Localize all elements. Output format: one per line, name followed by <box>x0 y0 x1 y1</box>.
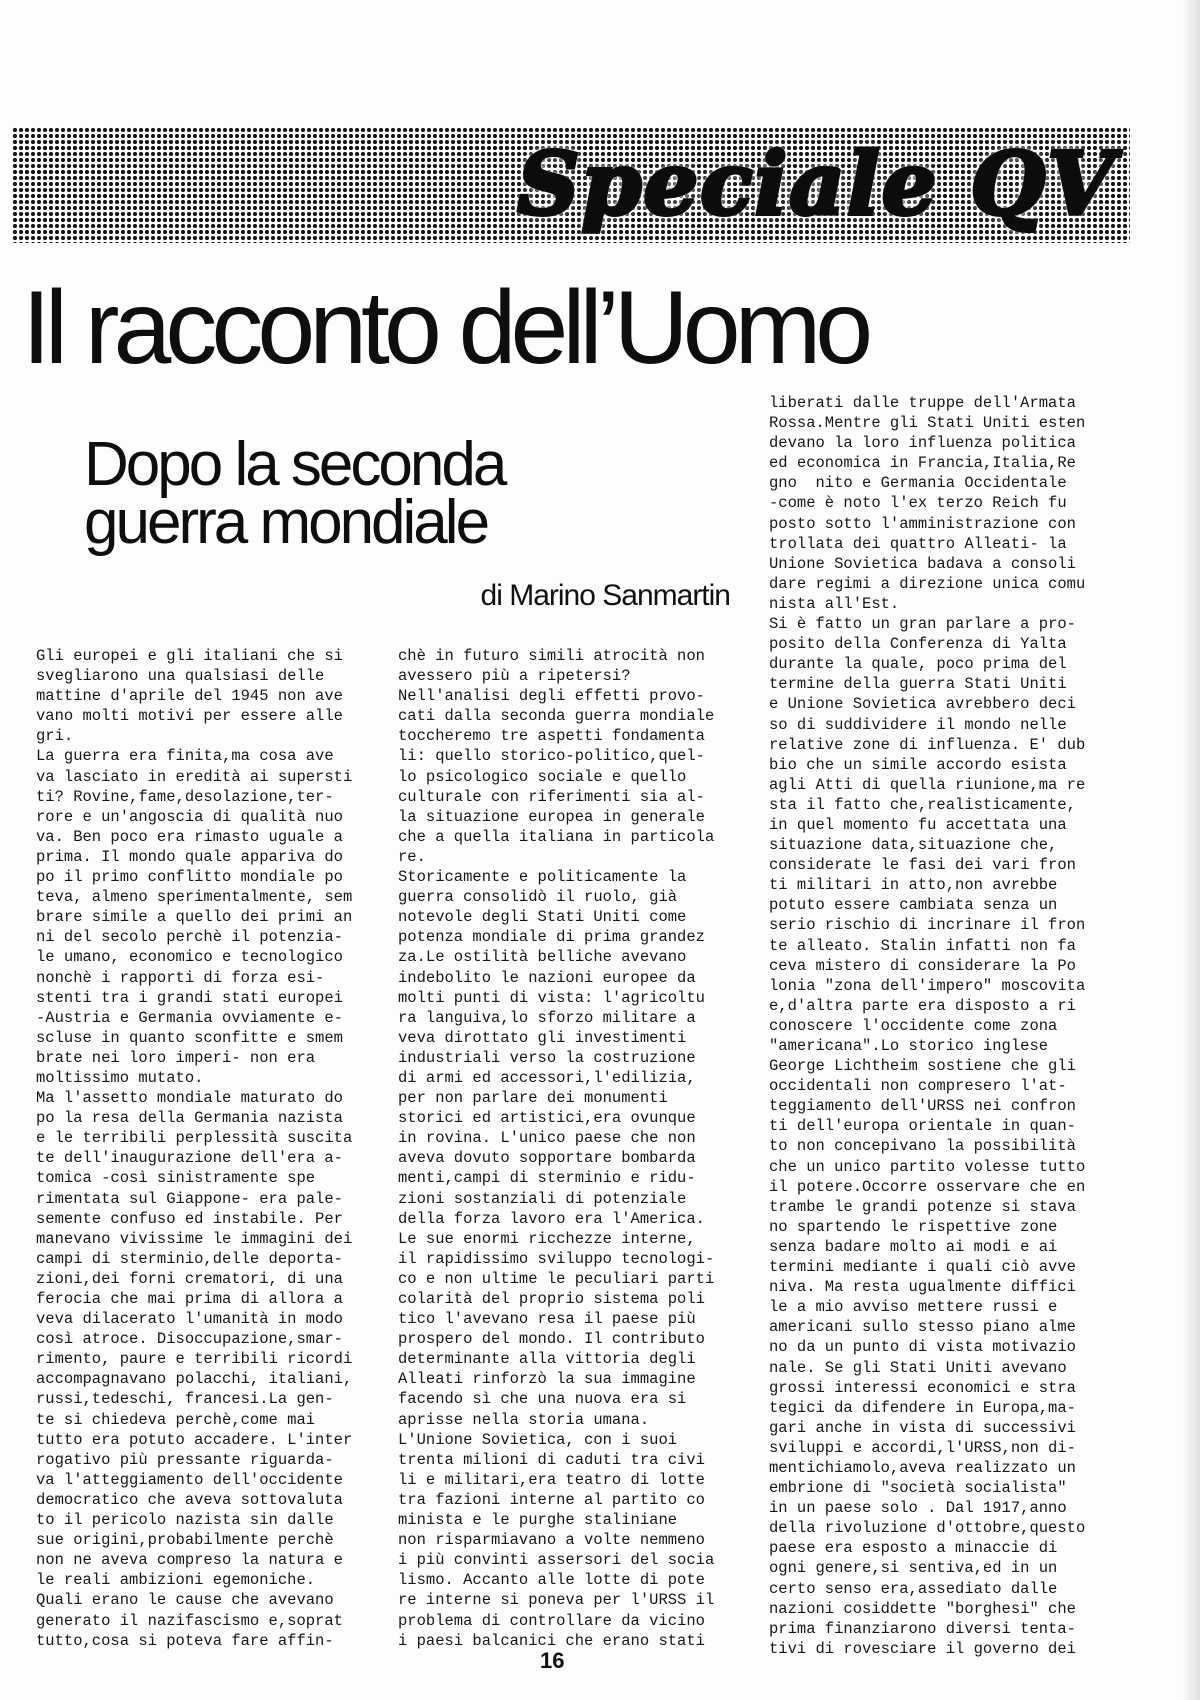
section-banner <box>12 127 1130 243</box>
article-title: Il racconto dell’Uomo <box>22 270 868 386</box>
page-number: 16 <box>540 1648 565 1673</box>
article-column-2: chè in futuro simili atrocità non avessero più a ripetersi? Nell'analisi degli effetti provo- cati dalla seconda guerra mondiale toccheremo tre aspetti fondamenta li: quello storico-politico,quel- lo psicologico sociale e quello culturale con riferimenti sia al- la situazione europea in generale che a quella italiana in particola re. Storicamente e politicamente la guerra consolidò il ruolo, già notevole degli Stati Uniti come potenza mondiale di prima grandez za.Le ostilità belliche avevano indebolito le nazioni europee da molti punti di vista: l'agricoltu ra languiva,lo sforzo militare a veva dirottato gli investimenti industriali verso la costruzione di armi ed accessori,l'edilizia, per non parlare dei monumenti storici ed artistici,era ovunque in rovina. L'unico paese che non aveva dovuto sopportare bombarda menti,campi di sterminio e ridu- zioni sostanziali di potenziale della forza lavoro era l'America. Le sue enormi ricchezze interne, il rapidissimo sviluppo tecnologi- co e non ultime le peculiari parti colarità del proprio sistema poli tico l'avevano resa il paese più prospero del mondo. Il contributo determinante alla vittoria degli Alleati rinforzò la sua immagine facendo sì che una nuova era si aprisse nella storia umana. L'Unione Sovietica, con i suoi trenta milioni di caduti tra civi li e militari,era teatro di lotte tra fazioni interne al partito co minista e le purghe staliniane non risparmiavano a volte nemmeno i più convinti assersori del socia lismo. Accanto alle lotte di pote re interne si poneva per l'URSS il problema di controllare da vicino i paesi balcanici che erano stati <box>398 647 715 1650</box>
article-subtitle: Dopo la seconda guerra mondiale <box>84 430 505 557</box>
article-byline: di Marino Sanmartin <box>480 579 730 612</box>
page-edge-shadow <box>1182 0 1200 1700</box>
article-column-1: Gli europei e gli italiani che si svegliarono una qualsiasi delle mattine d'aprile del 1945 non ave vano molti motivi per essere alle gri. La guerra era finita,ma cosa ave va lasciato in eredità ai supersti ti? Rovine,fame,desolazione,ter- rore e un'angoscia di qualità nuo va. Ben poco era rimasto uguale a prima. Il mondo quale appariva do po il primo conflitto mondiale po teva, almeno sperimentalmente, sem brare simile a quello dei primi an ni del secolo perchè il potenzia- le umano, economico e tecnologico nonchè i rapporti di forza esi- stenti tra i grandi stati europei -Austria e Germania ovviamente e- scluse in quanto sconfitte e smem brate nei loro imperi- non era moltissimo mutato. Ma l'assetto mondiale maturato do po la resa della Germania nazista e le terribili perplessità suscita te dell'inaugurazione dell'era a- tomica -così sinistramente spe rimentata sul Giappone- era pale- semente confuso ed instabile. Per manevano vivissime le immagini dei campi di sterminio,delle deporta- zioni,dei forni crematori, di una ferocia che mai prima di allora a veva dilacerato l'umanità in modo così atroce. Disoccupazione,smar- rimento, paure e terribili ricordi accompagnavano polacchi, italiani, russi,tedeschi, francesi.La gen- te si chiedeva perchè,come mai tutto era potuto accadere. L'inter rogativo più pressante riguarda- va l'atteggiamento dell'occidente democratico che aveva sottovaluta to il pericolo nazista sin dalle sue origini,probabilmente perchè non ne aveva compreso la natura e le reali ambizioni egemoniche. Quali erano le cause che avevano generato il nazifascismo e,soprat tutto,cosa si poteva fare affin- <box>36 647 353 1650</box>
section-banner-title: Speciale QV <box>517 134 1116 235</box>
article-column-3: liberati dalle truppe dell'Armata Rossa.Mentre gli Stati Uniti esten devano la loro influenza politica ed economica in Francia,Italia,Re gno nito e Germania Occidentale -come è noto l'ex terzo Reich fu posto sotto l'amministrazione con trollata dei quattro Alleati- la Unione Sovietica badava a consoli dare regimi a direzione unica comu nista all'Est. Si è fatto un gran parlare a pro- posito della Conferenza di Yalta durante la quale, poco prima del termine della guerra Stati Uniti e Unione Sovietica avrebbero deci so di suddividere il mondo nelle relative zone di influenza. E' dub bio che un simile accordo esista agli Atti di quella riunione,ma re sta il fatto che,realisticamente, in quel momento fu accettata una situazione data,situazione che, considerate le fasi dei vari fron ti militari in atto,non avrebbe potuto essere cambiata senza un serio rischio di incrinare il fron te alleato. Stalin infatti non fa ceva mistero di considerare la Po lonia "zona dell'impero" moscovita e,d'altra parte era disposto a ri conoscere l'occidente come zona "americana".Lo storico inglese George Lichtheim sostiene che gli occidentali non compresero l'at- teggiamento dell'URSS nei confron ti dell'europa orientale in quan- to non concepivano la possibilità che un unico partito volesse tutto il potere.Occorre osservare che en trambe le grandi potenze si stava no spartendo le rispettive zone senza badare molto ai modi e ai termini mediante i quali ciò avve niva. Ma resta ugualmente diffici le a mio avviso mettere russi e americani sullo stesso piano alme no da un punto di vista motivazio nale. Se gli Stati Uniti avevano grossi interessi economici e stra tegici da difendere in Europa,ma- gari anche in vista di successivi sviluppi e accordi,l'URSS,non di- mentichiamolo,aveva realizzato un embrione di "società socialista" in un paese solo . Dal 1917,anno della rivoluzione d'ottobre,questo paese era esposto a minaccie di ogni genere,si sentiva,ed in un certo senso era,assediato dalle nazioni cosiddette "borghesi" che prima finanziarono diversi tenta- tivi di rovesciare il governo dei <box>769 394 1086 1658</box>
